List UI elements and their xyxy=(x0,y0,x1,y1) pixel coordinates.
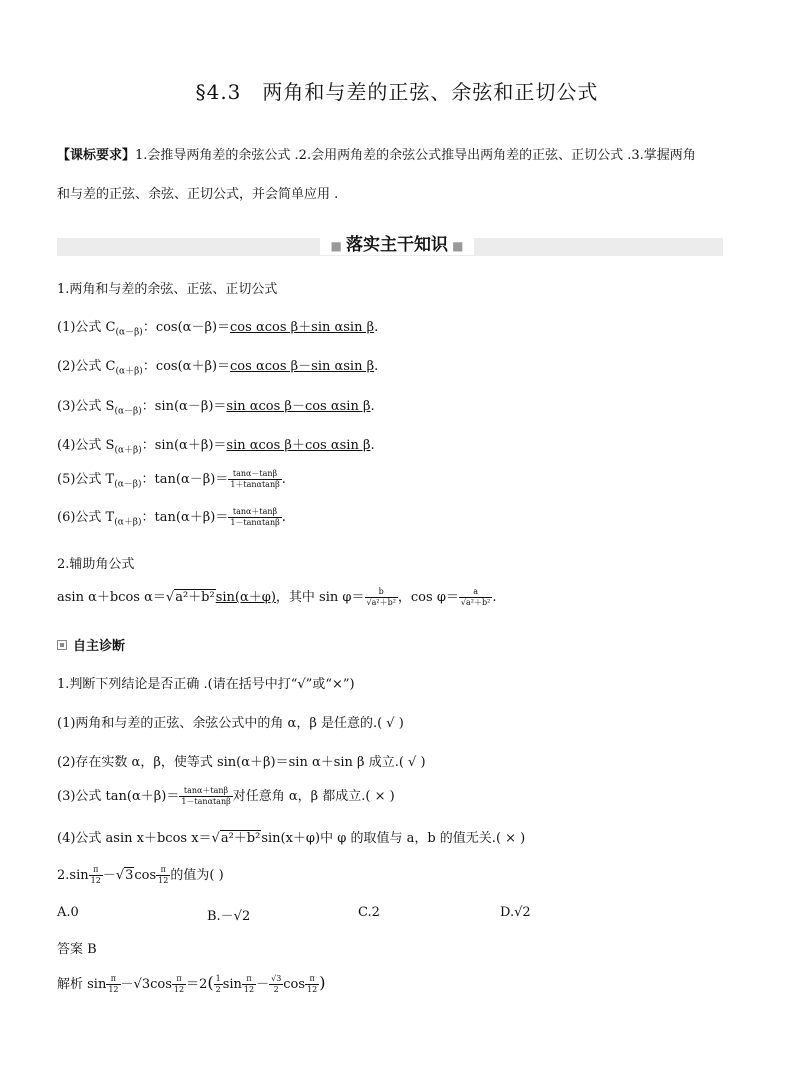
option-c: C.2 xyxy=(358,905,380,920)
formula-3: (3)公式 $S_{(\alpha-\beta)}$：sin(α－β)＝sin αcos β－cos αsin β. xyxy=(57,399,375,417)
option-b: B.－√2 xyxy=(207,909,251,924)
answer-blank: cos αcos β－sin αsin β xyxy=(230,359,375,374)
statement-2: (2)存在实数 α，β，使等式 sin(α＋β)＝sin α＋sin β 成立.( √ ) xyxy=(57,755,426,770)
statement-3: (3)公式 tan(α＋β)＝ $\frac{\tan\alpha+\tan\beta}{1-\tan\alpha\tan\beta}$ 对任意角 α，β 都成立.( × ) xyxy=(57,786,395,806)
requirements-tag: 【课标要求】 xyxy=(57,148,136,163)
formula-4: (4)公式 $S_{(\alpha+\beta)}$：sin(α＋β)＝sin αcos β＋cos αsin β. xyxy=(57,438,375,456)
option-a: A.0 xyxy=(57,905,79,920)
formula-2: (2)公式 $C_{(\alpha+\beta)}$：cos(α＋β)＝cos αcos β－sin αsin β. xyxy=(57,359,379,377)
formula-6: (6)公式 $T_{(\alpha+\beta)}$：tan(α＋β)＝ $\frac{\tan\alpha+\tan\beta}{1-\tan\alpha\tan\beta}$ . xyxy=(57,507,286,528)
section-banner: ■ 落实主干知识 ■ xyxy=(0,230,794,255)
requirements-text-1: 1.会推导两角差的余弦公式 .2.会用两角差的余弦公式推导出两角差的正弦、正切公式 .3.掌握两角 xyxy=(135,148,696,163)
section2-heading: 2.辅助角公式 xyxy=(57,557,135,572)
answer-blank: cos αcos β＋sin αsin β xyxy=(230,320,375,335)
answer-line: 答案 B xyxy=(57,942,97,957)
section-marker-icon xyxy=(57,640,67,650)
banner-label: 落实主干知识 xyxy=(346,235,448,255)
formula-5: (5)公式 $T_{(\alpha-\beta)}$：tan(α－β)＝ $\frac{\tan\alpha-\tan\beta}{1+\tan\alpha\tan\beta}$ . xyxy=(57,469,286,490)
answer-blank: sin(α＋φ) xyxy=(215,590,276,605)
answer-blank: sin αcos β－cos αsin β xyxy=(226,399,371,414)
statement-1: (1)两角和与差的正弦、余弦公式中的角 α，β 是任意的.( √ ) xyxy=(57,716,404,731)
page-title: §4.3 两角和与差的正弦、余弦和正切公式 xyxy=(195,80,599,104)
option-d: D.√2 xyxy=(500,905,531,920)
requirements-line-1 xyxy=(57,144,747,163)
answer-blank: sin αcos β＋cos αsin β xyxy=(226,438,371,453)
explanation-line: 解析 sin $\frac{\pi}{12}$ －√3cos $\frac{\pi}{12}$ ＝2( $\frac{1}{2}$ sin $\frac{\pi}{12}$ － $\frac{√3}{2}$ cos $\frac{\pi}{12}$ ) xyxy=(57,973,326,994)
requirements-line-2: 和与差的正弦、余弦、正切公式，并会简单应用 . xyxy=(57,187,339,202)
fraction: $\frac{\tan\alpha-\tan\beta}{1+\tan\alpha\tan\beta}$ xyxy=(230,469,280,489)
formula-1: (1)公式 $C_{(\alpha-\beta)}$：cos(α－β)＝cos αcos β＋sin αsin β. xyxy=(57,320,379,338)
auxiliary-formula: asin α＋bcos α＝√a²＋b²sin(α＋φ)，其中 sin φ＝ $\frac{b}{\text{√a²＋b²}}$ ，cos φ＝ $\frac{a}{\text{√a²＋b²}}$ . xyxy=(57,587,497,607)
statement-4: (4)公式 asin x＋bcos x＝√a²＋b²sin(x＋φ)中 φ 的取值与 a，b 的值无关.( × ) xyxy=(57,831,526,846)
fraction: $\frac{\tan\alpha+\tan\beta}{1-\tan\alpha\tan\beta}$ xyxy=(181,786,231,806)
options-row xyxy=(57,905,737,923)
diagnosis-heading: 自主诊断 xyxy=(57,635,125,654)
fraction: $\frac{\tan\alpha+\tan\beta}{1-\tan\alpha\tan\beta}$ xyxy=(230,507,280,527)
section1-heading: 1.两角和与差的余弦、正弦、正切公式 xyxy=(57,282,278,297)
question-1: 1.判断下列结论是否正确 .(请在括号中打“√”或“×”) xyxy=(57,677,355,692)
question-2: 2.sin $\frac{\pi}{12}$ －√3cos $\frac{\pi}{12}$ 的值为( ) xyxy=(57,865,224,885)
